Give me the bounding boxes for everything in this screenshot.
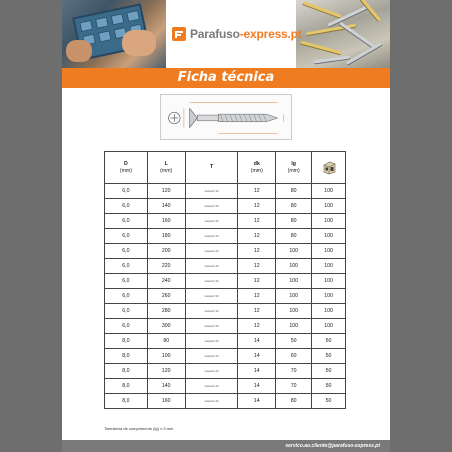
column-header-lg: lg (mm) <box>276 152 312 184</box>
cell-t: Hexpoint 30 <box>185 259 238 274</box>
cell-t: Hexpoint 30 <box>185 214 238 229</box>
column-header-quantity <box>312 152 346 184</box>
cell-lg: 100 <box>276 319 312 334</box>
column-header-t: T <box>185 152 238 184</box>
cell-l: 160 <box>147 394 185 409</box>
column-header-dk: dk (mm) <box>238 152 276 184</box>
cell-quantity: 100 <box>312 274 346 289</box>
brand-name-suffix: -express.pt <box>239 27 302 41</box>
cell-t: Hexpoint 40 <box>185 334 238 349</box>
cell-l: 240 <box>147 274 185 289</box>
cell-l: 280 <box>147 304 185 319</box>
cell-t: Hexpoint 30 <box>185 304 238 319</box>
footer-email: servico.ao.cliente@parafuso-express.pt <box>62 440 390 452</box>
cell-l: 260 <box>147 289 185 304</box>
cell-t: Hexpoint 40 <box>185 379 238 394</box>
cell-lg: 100 <box>276 274 312 289</box>
cell-quantity: 100 <box>312 229 346 244</box>
cell-dk: 14 <box>238 334 276 349</box>
page-title: Ficha técnica <box>62 68 390 88</box>
table-row <box>105 289 346 304</box>
cell-lg: 80 <box>276 199 312 214</box>
cell-t: Hexpoint 40 <box>185 394 238 409</box>
cell-l: 220 <box>147 259 185 274</box>
table-row <box>105 364 346 379</box>
cell-t: Hexpoint 30 <box>185 199 238 214</box>
spec-table-body <box>105 184 346 409</box>
cell-quantity: 100 <box>312 214 346 229</box>
cell-d: 6,0 <box>105 229 148 244</box>
cell-d: 8,0 <box>105 364 148 379</box>
cell-d: 8,0 <box>105 334 148 349</box>
cell-lg: 60 <box>276 349 312 364</box>
cell-dk: 12 <box>238 214 276 229</box>
table-row <box>105 229 346 244</box>
cell-d: 6,0 <box>105 199 148 214</box>
cell-t: Hexpoint 30 <box>185 274 238 289</box>
cell-dk: 14 <box>238 349 276 364</box>
cell-d: 6,0 <box>105 319 148 334</box>
cell-quantity: 50 <box>312 334 346 349</box>
cell-l: 200 <box>147 244 185 259</box>
cell-quantity: 100 <box>312 184 346 199</box>
cell-lg: 100 <box>276 304 312 319</box>
cell-dk: 12 <box>238 184 276 199</box>
cell-l: 140 <box>147 199 185 214</box>
cell-dk: 12 <box>238 289 276 304</box>
table-row <box>105 334 346 349</box>
cell-d: 6,0 <box>105 289 148 304</box>
cell-t: Hexpoint 40 <box>185 364 238 379</box>
table-row <box>105 244 346 259</box>
cell-lg: 80 <box>276 184 312 199</box>
cell-lg: 50 <box>276 334 312 349</box>
cell-quantity: 50 <box>312 349 346 364</box>
cell-quantity: 100 <box>312 199 346 214</box>
cell-d: 6,0 <box>105 214 148 229</box>
product-datasheet <box>62 0 390 452</box>
table-row <box>105 199 346 214</box>
cell-l: 80 <box>147 334 185 349</box>
cell-l: 100 <box>147 349 185 364</box>
hand-graphic <box>122 30 156 56</box>
brand-name-main: Parafuso <box>190 27 240 41</box>
table-row <box>105 349 346 364</box>
cell-d: 8,0 <box>105 379 148 394</box>
cell-t: Hexpoint 30 <box>185 289 238 304</box>
tolerance-note: Tolerância de comprimento (lg) ± 5 mm <box>104 426 174 431</box>
cell-dk: 12 <box>238 319 276 334</box>
cell-d: 6,0 <box>105 304 148 319</box>
table-row <box>105 304 346 319</box>
cell-lg: 70 <box>276 364 312 379</box>
cell-quantity: 100 <box>312 244 346 259</box>
cell-l: 300 <box>147 319 185 334</box>
cell-dk: 12 <box>238 229 276 244</box>
table-header-row <box>105 152 346 184</box>
cell-quantity: 100 <box>312 304 346 319</box>
cell-d: 6,0 <box>105 184 148 199</box>
table-row <box>105 274 346 289</box>
cell-quantity: 100 <box>312 259 346 274</box>
cell-dk: 12 <box>238 304 276 319</box>
column-header-d: D (mm) <box>105 152 148 184</box>
cell-t: Hexpoint 30 <box>185 319 238 334</box>
cell-t: Hexpoint 30 <box>185 184 238 199</box>
cell-lg: 80 <box>276 394 312 409</box>
table-row <box>105 379 346 394</box>
cell-l: 140 <box>147 379 185 394</box>
cell-t: Hexpoint 30 <box>185 229 238 244</box>
cell-quantity: 50 <box>312 394 346 409</box>
cell-dk: 14 <box>238 364 276 379</box>
cell-lg: 80 <box>276 214 312 229</box>
table-row <box>105 319 346 334</box>
table-row <box>105 214 346 229</box>
brand-logo <box>172 26 302 42</box>
table-row <box>105 394 346 409</box>
cell-dk: 12 <box>238 259 276 274</box>
cell-l: 120 <box>147 184 185 199</box>
cell-quantity: 100 <box>312 289 346 304</box>
screw-box-icon <box>322 161 336 175</box>
cell-lg: 70 <box>276 379 312 394</box>
cell-lg: 80 <box>276 229 312 244</box>
cell-dk: 14 <box>238 379 276 394</box>
cell-lg: 100 <box>276 244 312 259</box>
cell-l: 180 <box>147 229 185 244</box>
brand-name <box>190 27 302 41</box>
cell-t: Hexpoint 40 <box>185 349 238 364</box>
screw-technical-drawing <box>160 94 292 140</box>
cell-d: 6,0 <box>105 244 148 259</box>
cell-dk: 12 <box>238 244 276 259</box>
cell-l: 120 <box>147 364 185 379</box>
cell-d: 8,0 <box>105 394 148 409</box>
cell-lg: 100 <box>276 289 312 304</box>
cell-quantity: 50 <box>312 379 346 394</box>
header-photo-tools <box>62 0 166 68</box>
cell-lg: 100 <box>276 259 312 274</box>
cell-d: 8,0 <box>105 349 148 364</box>
cell-t: Hexpoint 30 <box>185 244 238 259</box>
cell-quantity: 100 <box>312 319 346 334</box>
cell-dk: 12 <box>238 274 276 289</box>
cell-d: 6,0 <box>105 259 148 274</box>
column-header-l: L (mm) <box>147 152 185 184</box>
header-photo-screws <box>296 0 390 68</box>
cell-dk: 12 <box>238 199 276 214</box>
cell-dk: 14 <box>238 394 276 409</box>
cell-l: 160 <box>147 214 185 229</box>
table-row <box>105 259 346 274</box>
cell-d: 6,0 <box>105 274 148 289</box>
brand-logo-icon <box>172 27 186 41</box>
spec-table <box>104 151 346 409</box>
table-row <box>105 184 346 199</box>
cell-quantity: 50 <box>312 364 346 379</box>
hand-graphic <box>66 40 92 62</box>
